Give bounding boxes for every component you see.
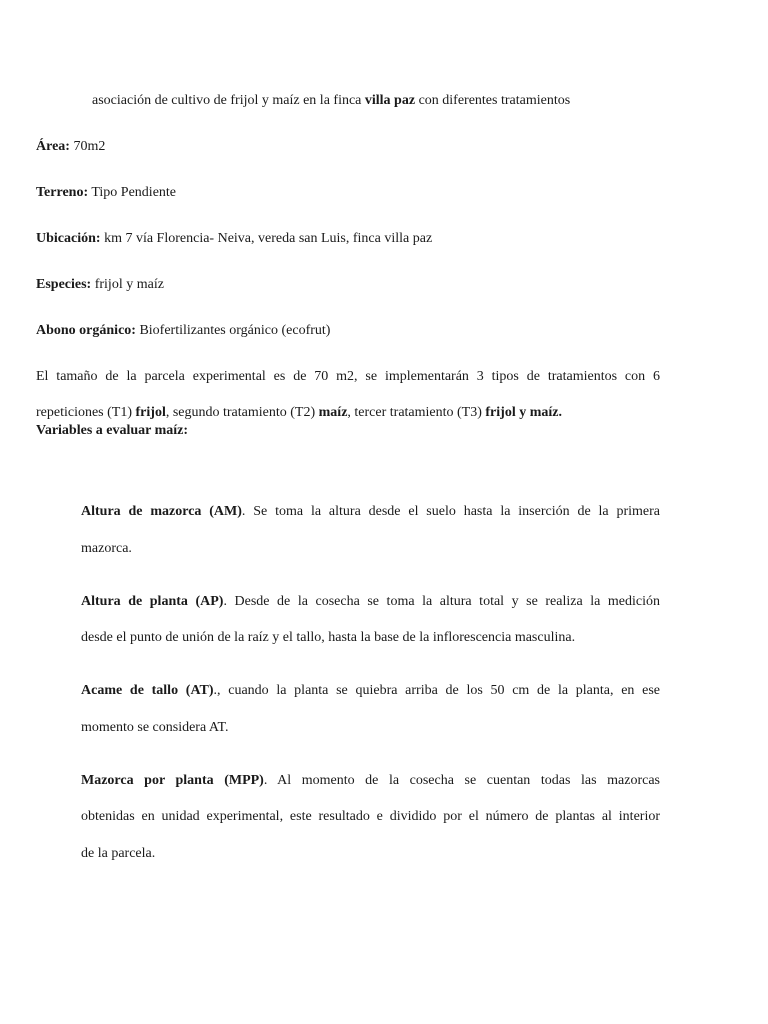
variable-mpp-line-3: de la parcela. xyxy=(81,846,156,861)
intro-text-a: repeticiones (T1) xyxy=(36,405,136,420)
variable-am-text-1: . Se toma la altura desde el suelo hasta la inserción de la primera xyxy=(241,504,660,519)
field-ubicacion xyxy=(36,230,432,248)
field-abono xyxy=(36,322,330,340)
variable-mpp-line-1 xyxy=(81,772,660,790)
intro-paragraph-line-2 xyxy=(36,404,562,422)
title-text-start: asociación de cultivo de frijol y maíz en la finca xyxy=(92,93,365,108)
intro-treatment-1: frijol xyxy=(135,405,166,420)
field-abono-value: Biofertilizantes orgánico (ecofrut) xyxy=(135,323,331,338)
title-farm-name: villa paz xyxy=(364,93,416,108)
field-terreno-label: Terreno: xyxy=(36,185,89,200)
variable-at-label: Acame de tallo (AT) xyxy=(81,683,214,698)
variable-ap-line-2: desde el punto de unión de la raíz y el tallo, hasta la base de la inflorescencia masculina. xyxy=(81,630,576,645)
variable-at-line-2: momento se considera AT. xyxy=(81,720,229,735)
intro-treatment-3: frijol y maíz. xyxy=(485,405,562,420)
field-especies-value: frijol y maíz xyxy=(91,277,164,292)
field-especies-label: Especies: xyxy=(36,277,92,292)
variable-am-line-1 xyxy=(81,503,660,521)
intro-text-c: , segundo tratamiento (T2) xyxy=(165,405,319,420)
variable-am-label: Altura de mazorca (AM) xyxy=(81,504,242,519)
variable-at-line-1 xyxy=(81,682,660,700)
variable-ap-label: Altura de planta (AP) xyxy=(81,594,224,609)
variable-mpp-text-1: . Al momento de la cosecha se cuentan todas las mazorcas xyxy=(263,773,660,788)
intro-text-e: , tercer tratamiento (T3) xyxy=(347,405,486,420)
intro-paragraph-line-1: El tamaño de la parcela experimental es de 70 m2, se implementarán 3 tipos de tratamientos con 6 xyxy=(36,369,660,384)
variables-heading-text: Variables a evaluar maíz: xyxy=(36,423,189,438)
field-ubicacion-value: km 7 vía Florencia- Neiva, vereda san Luis, finca villa paz xyxy=(100,231,433,246)
variable-ap-text-1: . Desde de la cosecha se toma la altura total y se realiza la medición xyxy=(223,594,661,609)
variable-am-line-2: mazorca. xyxy=(81,541,132,556)
document-title xyxy=(92,92,570,110)
field-area xyxy=(36,138,105,156)
field-ubicacion-label: Ubicación: xyxy=(36,231,101,246)
variable-ap-line-1 xyxy=(81,593,660,611)
variable-at-text-1: ., cuando la planta se quiebra arriba de los 50 cm de la planta, en ese xyxy=(213,683,660,698)
title-text-end: con diferentes tratamientos xyxy=(415,93,571,108)
variables-heading xyxy=(36,422,188,440)
variable-mpp-label: Mazorca por planta (MPP) xyxy=(81,773,264,788)
field-abono-label: Abono orgánico: xyxy=(36,323,136,338)
field-terreno xyxy=(36,184,176,202)
field-especies xyxy=(36,276,164,294)
field-area-value: 70m2 xyxy=(69,139,106,154)
variable-mpp-line-2: obtenidas en unidad experimental, este resultado e dividido por el número de plantas al interior xyxy=(81,809,660,824)
field-area-label: Área: xyxy=(36,139,70,154)
intro-treatment-2: maíz xyxy=(318,405,348,420)
field-terreno-value: Tipo Pendiente xyxy=(88,185,177,200)
